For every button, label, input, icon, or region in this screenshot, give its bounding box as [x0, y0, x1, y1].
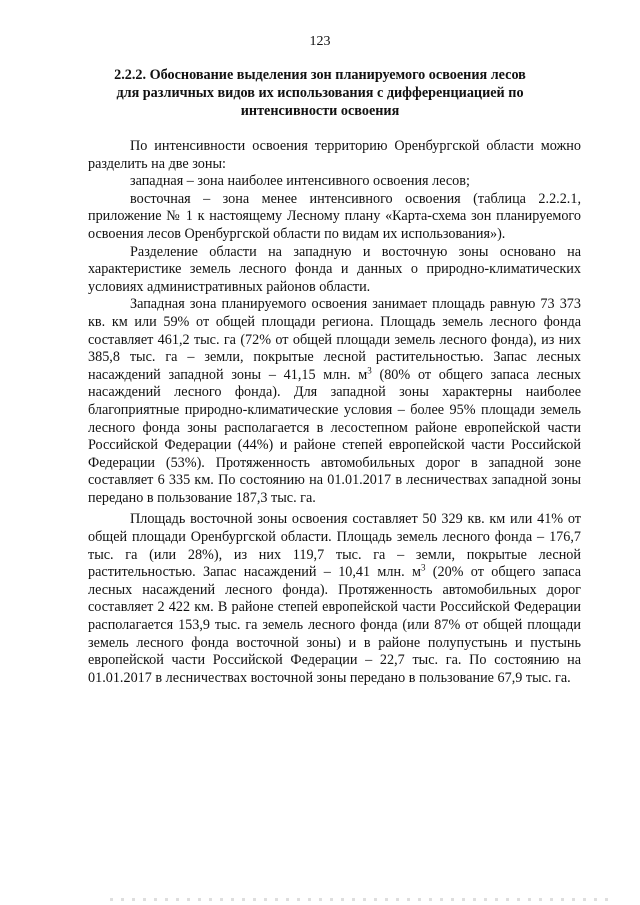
- west-zone-text-b: (80% от общего запаса лесных насаждений лесного фонда). Для западной зоны характерны наиболее благоприятные природно-климатические условия – более 95% площади земель лесного фонда зоны располагается в лесостепном районе европейской части Российской Федерации (44%) и районе степей европейской части Российской Федерации (53%). Протяженность автомобильных дорог в западной зоне составляет 6 335 км. По состоянию на 01.01.2017 в лесничествах западной зоны передано в пользование 187,3 тыс. га.: [88, 366, 581, 506]
- paragraph-intro: По интенсивности освоения территорию Оренбургской области можно разделить на две зоны:: [88, 138, 581, 172]
- section-heading: 2.2.2. Обоснование выделения зон планируемого освоения лесов для различных видов их использования с дифференциацией по интенсивности освоения: [114, 67, 526, 119]
- paragraph-east-zone-item: восточная – зона менее интенсивного освоения (таблица 2.2.2.1, приложение № 1 к настоящему Лесному плану «Карта-схема зон планируемого освоения лесов Оренбургской области по видам их использования»).: [88, 190, 581, 242]
- paragraph-east-zone: [88, 511, 581, 687]
- paragraph-west-zone-item: западная – зона наиболее интенсивного освоения лесов;: [130, 173, 470, 190]
- page-number: 123: [309, 34, 331, 49]
- paragraph-west-zone: [88, 296, 581, 507]
- document-body: [88, 138, 581, 687]
- east-zone-cubic-sup: 3: [420, 562, 426, 573]
- east-zone-text-b: (20% от общего запаса лесных насаждений лесного фонда). Протяженность автомобильных дорог составляет 2 422 км. В районе степей европейской части Российской Федерации располагается 153,9 тыс. га земель лесного фонда (или 87% от общей площади земель лесного фонда восточной зоны) и в районе полупустынь и пустынь европейской части Российской Федерации – 22,7 тыс. га. По состоянию на 01.01.2017 в лесничествах восточной зоны передано в пользование 67,9 тыс. га.: [88, 564, 582, 686]
- scan-artifact-edge: [110, 898, 610, 901]
- west-zone-cubic-sup: 3: [367, 364, 372, 375]
- west-zone-text-a: Западная зона планируемого освоения занимает площадь равную 73 373 кв. км или 59% от общей площади региона. Площадь земель лесного фонда составляет 461,2 тыс. га (72% от общей площади земель лесного фонда), из них 385,8 тыс. га – земли, покрытые лесной растительностью. Запас лесных насаждений западной зоны – 41,15 млн. м: [88, 296, 581, 383]
- paragraph-zoning-basis: Разделение области на западную и восточную зоны основано на характеристике земель лесного фонда и данных о природно-климатических условиях административных районов области.: [88, 243, 581, 295]
- east-zone-text-a: Площадь восточной зоны освоения составляет 50 329 кв. км или 41% от общей площади Оренбургской области. Площадь земель лесного фонда – 176,7 тыс. га (или 28%), из них 119,7 тыс. га – земли, покрытые лесной растительностью. Запас насаждений – 10,41 млн. м: [88, 511, 581, 581]
